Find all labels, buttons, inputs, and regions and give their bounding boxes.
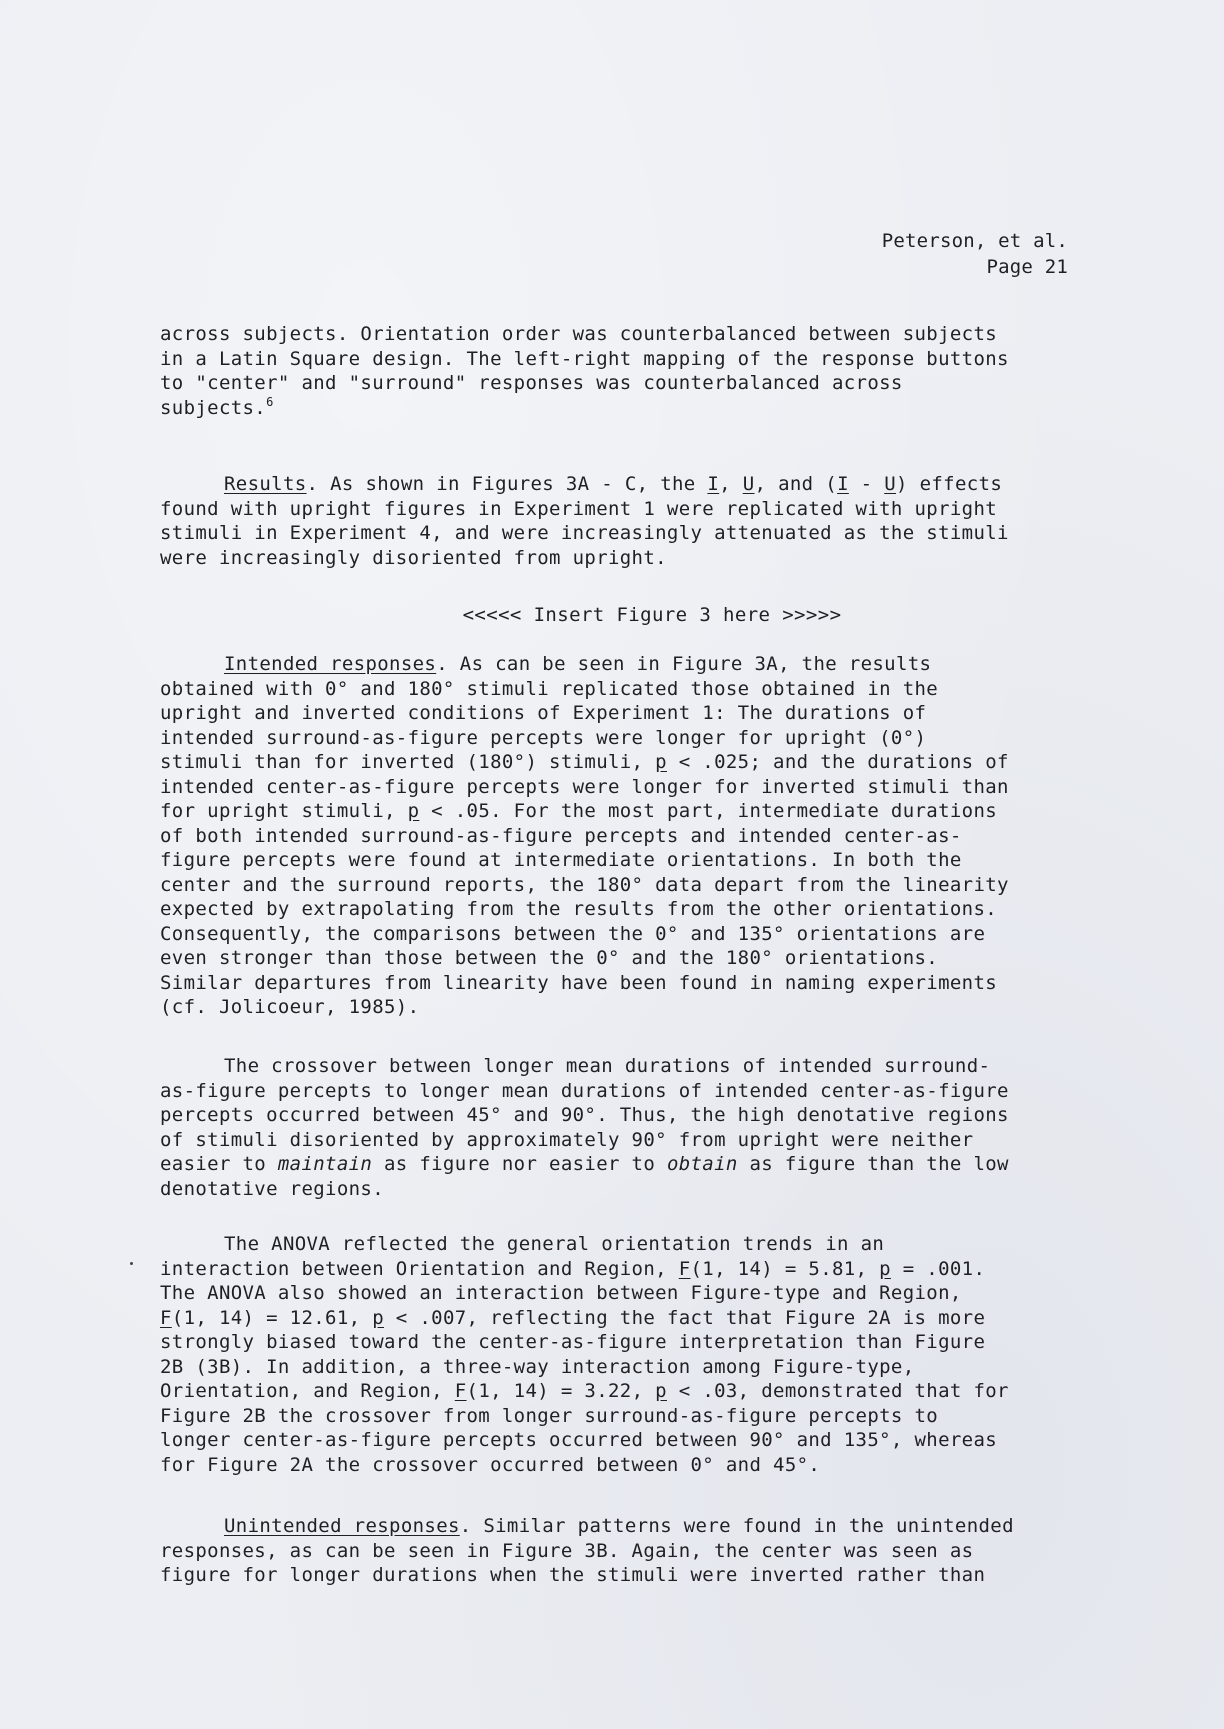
text-line: even stronger than those between the 0° and the 180° orientations.	[160, 947, 939, 969]
stat-p: p	[407, 800, 420, 822]
text-segment: . As can be seen in Figure 3A, the results	[436, 653, 932, 675]
section-heading-unintended: Unintended responses	[224, 1515, 460, 1537]
text-line: figure for longer durations when the stimuli were inverted rather than	[160, 1564, 986, 1586]
emphasis-obtain: obtain	[666, 1153, 738, 1175]
text-line: (cf. Jolicoeur, 1985).	[160, 996, 420, 1018]
text-segment: = .001.	[890, 1257, 986, 1280]
text-segment: . Similar patterns were found in the unintended	[459, 1515, 1014, 1537]
text-line	[160, 652, 1076, 677]
text-line	[160, 1152, 1076, 1177]
text-line	[160, 1306, 1076, 1331]
section-heading-results: Results	[224, 473, 307, 495]
stat-F: F	[160, 1306, 172, 1329]
text-line: found with upright figures in Experiment 1 were replicated with upright	[160, 497, 998, 520]
text-line: percepts occurred between 45° and 90°. Thus, the high denotative regions	[160, 1104, 1009, 1126]
paragraph-results	[160, 472, 1076, 570]
text-segment: ) effects	[896, 473, 1003, 495]
running-header	[882, 228, 1068, 280]
text-segment: < .025; and the durations of	[666, 751, 1009, 773]
variable-I: I	[707, 473, 720, 495]
stat-F: F	[454, 1380, 467, 1402]
text-segment: < .03, demonstrated that for	[666, 1380, 1009, 1402]
text-line: Similar departures from linearity have been found in naming experiments	[160, 971, 998, 994]
text-segment: -	[848, 473, 885, 495]
text-segment: , and (	[754, 473, 838, 495]
text-line: of both intended surround-as-figure percepts and intended center-as-	[160, 824, 962, 847]
text-segment: . As shown in Figures 3A - C, the	[306, 473, 708, 495]
text-line: Figure 2B the crossover from longer surround-as-figure percepts to	[160, 1404, 939, 1427]
text-segment: Orientation, and Region,	[160, 1380, 455, 1402]
variable-I: I	[837, 473, 849, 495]
text-segment: as figure nor easier to	[372, 1153, 667, 1175]
text-segment: as figure than the low	[737, 1153, 1009, 1175]
text-line: intended center-as-figure percepts were longer for inverted stimuli than	[160, 775, 1009, 798]
text-line	[160, 472, 1076, 497]
text-segment: stimuli than for inverted (180°) stimuli,	[160, 751, 656, 773]
stat-F: F	[678, 1257, 691, 1280]
header-page-number: Page 21	[986, 256, 1068, 278]
text-line	[160, 1514, 1076, 1539]
text-segment: < .05. For the most part, intermediate durations	[419, 800, 998, 822]
stat-p: p	[655, 751, 667, 773]
text-line: intended surround-as-figure percepts were longer for upright (0°)	[160, 726, 927, 749]
section-heading-intended: Intended responses	[224, 653, 437, 675]
text-line: responses, as can be seen in Figure 3B. Again, the center was seen as	[160, 1539, 974, 1562]
text-line: denotative regions.	[160, 1177, 384, 1200]
text-line: longer center-as-figure percepts occurred between 90° and 135°, whereas	[160, 1429, 998, 1451]
text-segment: (1, 14) = 5.81,	[690, 1257, 880, 1280]
text-segment: for upright stimuli,	[160, 800, 408, 822]
text-segment: (1, 14) = 12.61,	[171, 1306, 373, 1329]
paragraph-intended-responses	[160, 652, 1076, 1020]
text-segment: The crossover between longer mean durations of intended surround-	[224, 1055, 991, 1077]
stat-p: p	[655, 1380, 667, 1402]
stray-mark	[130, 1262, 133, 1265]
header-author: Peterson, et al.	[881, 230, 1068, 252]
text-line: obtained with 0° and 180° stimuli replicated those obtained in the	[160, 677, 939, 700]
figure-insert-note: <<<<< Insert Figure 3 here >>>>>	[462, 604, 842, 626]
text-line	[160, 1054, 1076, 1079]
paragraph-continuation	[160, 322, 1076, 420]
text-line	[160, 1257, 1076, 1282]
stat-p: p	[372, 1306, 385, 1329]
text-line: were increasingly disoriented from upright.	[160, 546, 667, 569]
text-line: as-figure percepts to longer mean durations of intended center-as-figure	[160, 1079, 1009, 1102]
text-line	[160, 1379, 1076, 1404]
text-line: for Figure 2A the crossover occurred between 0° and 45°.	[160, 1453, 821, 1476]
text-line: Consequently, the comparisons between the 0° and 135° orientations are	[160, 922, 986, 945]
variable-U: U	[742, 473, 755, 495]
paragraph-crossover	[160, 1054, 1076, 1201]
stat-p: p	[879, 1257, 891, 1280]
text-line: expected by extrapolating from the results from the other orientations.	[160, 898, 998, 920]
text-line	[160, 396, 1076, 421]
text-line: figure percepts were found at intermediate orientations. In both the	[160, 849, 962, 871]
text-line: in a Latin Square design. The left-right mapping of the response buttons	[160, 347, 1009, 370]
text-line: of stimuli disoriented by approximately 90° from upright were neither	[160, 1128, 974, 1151]
paragraph-unintended-responses	[160, 1514, 1076, 1588]
text-line	[160, 799, 1076, 824]
text-line: The ANOVA also showed an interaction between Figure-type and Region,	[160, 1282, 962, 1304]
text-line	[160, 1232, 1076, 1257]
text-segment: < .007, reflecting the fact that Figure 2A is more	[384, 1306, 986, 1329]
paragraph-anova	[160, 1232, 1076, 1477]
variable-U: U	[884, 473, 897, 495]
text-line: to "center" and "surround" responses was counterbalanced across	[160, 372, 903, 394]
text-line: center and the surround reports, the 180° data depart from the linearity	[160, 873, 1009, 896]
text-line: stimuli in Experiment 4, and were increasingly attenuated as the stimuli	[160, 522, 1009, 544]
text-segment: interaction between Orientation and Region,	[160, 1257, 679, 1280]
text-segment: The ANOVA reflected the general orientation trends in an	[224, 1233, 885, 1255]
text-line: strongly biased toward the center-as-figure interpretation than Figure	[160, 1331, 986, 1353]
text-line: across subjects. Orientation order was counterbalanced between subjects	[160, 323, 998, 345]
text-segment: ,	[719, 473, 743, 495]
emphasis-maintain: maintain	[277, 1153, 373, 1175]
footnote-marker: 6	[266, 394, 274, 409]
text-segment: (1, 14) = 3.22,	[466, 1380, 656, 1402]
text-line	[160, 750, 1076, 775]
text-segment: subjects.	[160, 396, 267, 419]
text-line: 2B (3B). In addition, a three-way interaction among Figure-type,	[160, 1355, 915, 1378]
text-line: upright and inverted conditions of Experiment 1: The durations of	[160, 702, 927, 724]
text-segment: easier to	[160, 1153, 278, 1175]
